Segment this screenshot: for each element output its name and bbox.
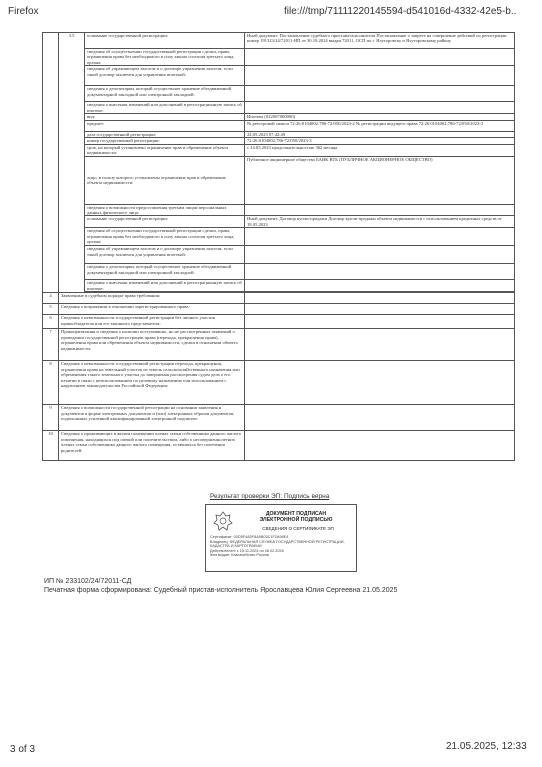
page-counter: 3 of 3 <box>10 744 36 755</box>
row-number-7: 7 <box>43 329 59 361</box>
signature-subtitle: СВЕДЕНИЯ О СЕРТИФИКАТЕ ЭП <box>262 526 334 531</box>
cell-label: сведения об осуществлении государственной регистрации сделки, права, ограничения права без необходимого в силу закона согласия третьего лица, органа: <box>85 228 245 246</box>
signature-valid: Действителен: с 15.11.2024 по 08.02.2026 <box>210 548 284 553</box>
row-number-9: 9 <box>43 405 59 431</box>
row-number-4: 4 <box>43 293 59 304</box>
electronic-signature-stamp <box>205 504 357 572</box>
document-table <box>42 32 515 461</box>
cell-label: предмет: <box>85 121 245 132</box>
cell-label: лицо, в пользу которого установлены ограничение прав и обременение объекта недвижимости: <box>85 156 245 204</box>
cell-label: Сведения о возможности государственной регистрации на основании заявления и документов в форме электронных документов и (или) электронных образов документов, подписанных усиленной квалифицированной электронной подписью: <box>59 405 245 431</box>
signature-issuer: Кем выдан: Казначейство России <box>210 553 269 558</box>
cell-label: вид: <box>85 114 245 121</box>
page-url: file:///tmp/71111220145594-d541016d-4332-42e5-b.. <box>284 6 517 17</box>
row-number-6: 6 <box>43 315 59 329</box>
cell-label: номер государственной регистрации: <box>85 138 245 144</box>
browser-title: Firefox <box>8 6 39 17</box>
cell-label: срок, на который установлено ограничение прав и обременение объекта недвижимости: <box>85 144 245 156</box>
cell-label: Сведения о невозможности государственной регистрации без личного участия правообладателя или его законного представителя: <box>59 315 245 329</box>
enforcement-number: ИП № 233102/24/72011-СД <box>44 578 132 585</box>
cell-label: сведения о внесении изменений или дополнений в регистрационную запись об ипотеке: <box>85 280 245 292</box>
cell-label: сведения об управляющем залогом и о договоре управления залогом, если такой договор заключен для управления ипотекой: <box>85 246 245 264</box>
signature-check-result: Результат проверки ЭП: Подпись верна <box>210 493 330 500</box>
row-number-3-5: 3.5 <box>59 33 85 293</box>
cell-value: Иной документ: Постановление судебного пристава-исполнителя Постановление о запрете на совершение действий по регистрации номер 191323/24/72011-ИП от 30.10.2024 выдан 72011, ОСП по г. Ялуторовску и Ялуторовскому району <box>245 33 515 49</box>
print-timestamp: 21.05.2025, 12:33 <box>446 741 527 752</box>
signature-title: ДОКУМЕНТ ПОДПИСАН ЭЛЕКТРОННОЙ ПОДПИСЬЮ <box>259 511 333 523</box>
cell-value: Публичное акционерное общество БАНК ВТБ (ПУБЛИЧНОЕ АКЦИОНЕРНОЕ ОБЩЕСТВО) <box>245 156 515 204</box>
row-number-5: 5 <box>43 304 59 315</box>
row-number-8: 8 <box>43 361 59 405</box>
cell-label: Заявленные в судебном порядке права требования: <box>59 293 245 304</box>
cell-label: сведения о депозитарии, который осуществляет хранение обездвиженной документарной закладной или электронной закладной: <box>85 264 245 280</box>
cell-label: основание государственной регистрации: <box>85 216 245 228</box>
cell-value: с 24.05.2023 продолжительностью 362 месяца <box>245 144 515 156</box>
signature-owner: Владелец: ФЕДЕРАЛЬНАЯ СЛУЖБА ГОСУДАРСТВЕННОЙ РЕГИСТРАЦИИ, КАДАСТРА И КАРТОГРАФИИ <box>210 539 345 549</box>
cell-label: Сведения о проживающих в жилом помещении членах семьи собственника данного жилого помещения, находящихся под опекой или попечительством, либо о несовершеннолетних членах семьи собственника данного жилого помещения, оставшихся без попечения родителей: <box>59 431 245 461</box>
signature-cert: Сертификат: 00D5F4A5F8A9B03C1F2A98E4 <box>210 535 289 539</box>
cell-value: 72:26:0104002:786-72/050/2023-3 <box>245 138 515 144</box>
cell-label: сведения об осуществлении государственной регистрации сделки, права, ограничения права без необходимого в силу закона согласия третьего лица, органа: <box>85 49 245 66</box>
cell-label: Сведения о невозможности государственной регистрации перехода, прекращения, ограничения права на земельный участок из земель сельскохозяйственного назначения или обременения такого земельного участка до завершения рассмотрения судом дела о его изъятии в связи с неиспользованием по целевому назначению или использованием с нарушением законодательства Российской Федерации: <box>59 361 245 405</box>
cell-value: Иной документ: Договор купли-продажи Договор купли-продажи объекта недвижимости с использованием кредитных средств от 18.05.2023 <box>245 216 515 228</box>
cell-label: сведения о возможности предоставления третьим лицам персональных данных физического лица: <box>85 204 245 216</box>
row-number-10: 10 <box>43 431 59 461</box>
cell-value: № реестровой записи 72:26:0104002:786-72/050/2023-2 № регистрации ведущего права 72:26:0104002:786-72/050/2023-2 <box>245 121 515 132</box>
cell-label: основание государственной регистрации: <box>85 33 245 49</box>
cell-value: 24.05.2023 07:42:49 <box>245 132 515 138</box>
cell-label: дата государственной регистрации: <box>85 132 245 138</box>
printed-form-note: Печатная форма сформирована: Судебный пристав-исполнитель Ярославцева Юлия Сергеевна 21.05.2025 <box>44 587 398 594</box>
cell-label: Правопритязания и сведения о наличии поступивших, но не рассмотренных заявлений о проведении государственной регистрации права (перехода, прекращения права), ограничения права или обременения объекта недвижимости, сделки в отношении объекта недвижимости: <box>59 329 245 361</box>
cell-label: Сведения о возражении в отношении зарегистрированного права: <box>59 304 245 315</box>
cell-label: сведения о депозитарии, который осуществляет хранение обездвиженной документарной закладной или электронной закладной: <box>85 86 245 102</box>
cell-value: Ипотека (022007000000) <box>245 114 515 121</box>
cell-label: сведения об управляющем залогом и о договоре управления залогом, если такой договор заключен для управления ипотекой: <box>85 66 245 86</box>
cell-label: сведения о внесении изменений или дополнений в регистрационную запись об ипотеке: <box>85 102 245 114</box>
emblem-icon <box>212 510 234 532</box>
